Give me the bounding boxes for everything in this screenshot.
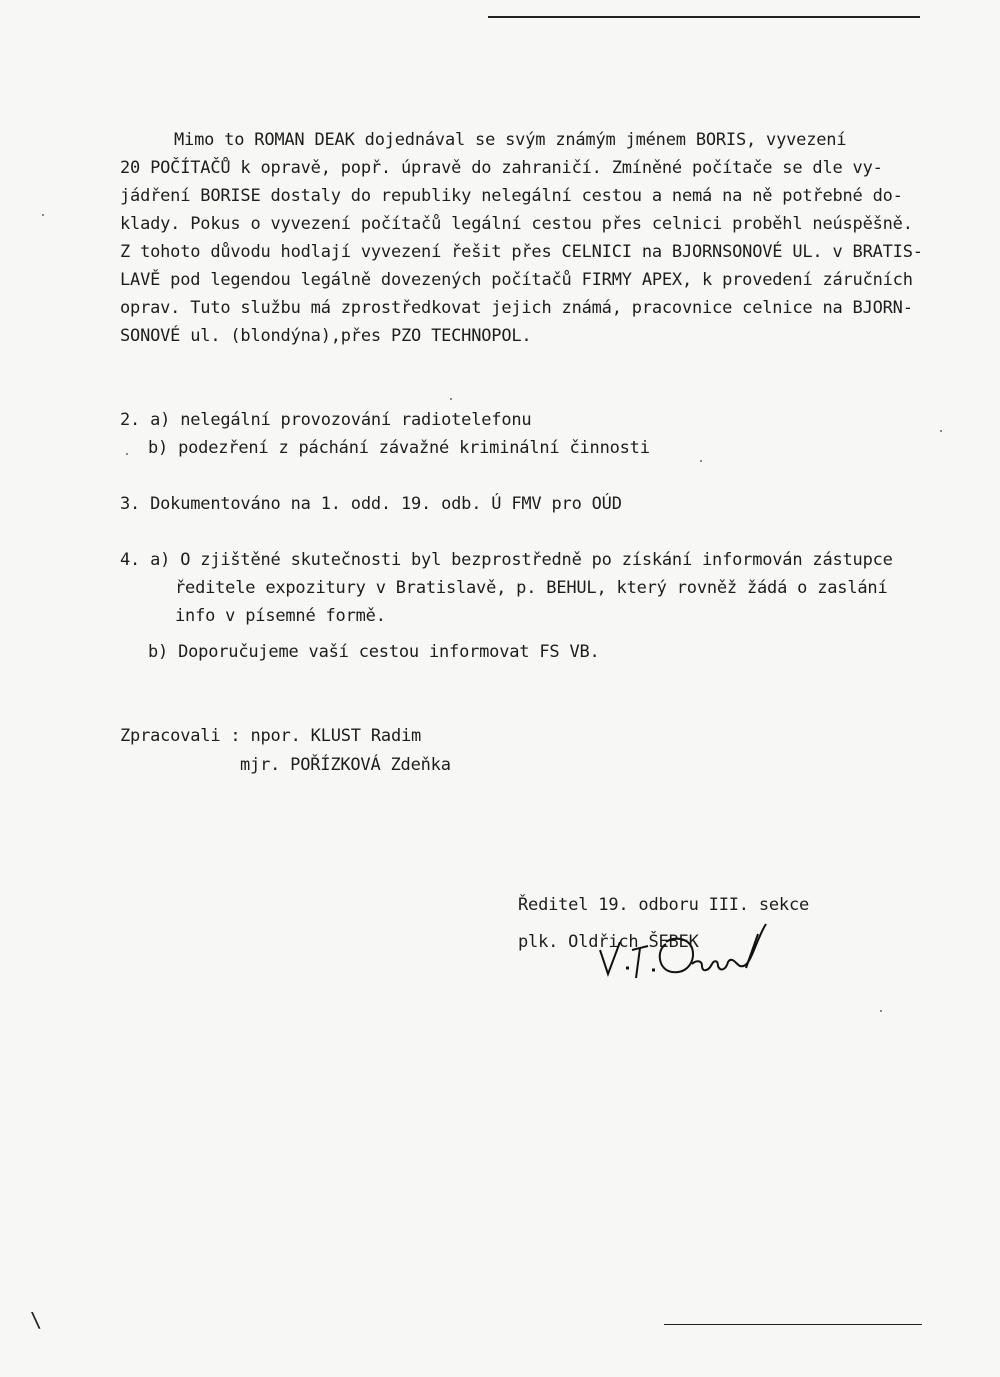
processed-by-line-2: mjr. POŘÍZKOVÁ Zdeňka bbox=[240, 755, 451, 775]
item-3: 3. Dokumentováno na 1. odd. 19. odb. Ú FMV pro OÚD bbox=[120, 494, 622, 514]
paragraph-line: Mimo to ROMAN DEAK dojednával se svým známým jménem BORIS, vyvezení bbox=[174, 130, 847, 150]
signatory-name: plk. Oldřich ŠEBEK bbox=[518, 932, 699, 952]
processed-by-line-1: Zpracovali : npor. KLUST Radim bbox=[120, 726, 422, 746]
scan-speck bbox=[940, 430, 942, 432]
corner-mark: \ bbox=[30, 1308, 43, 1332]
paragraph-line: Z tohoto důvodu hodlají vyvezení řešit přes CELNICI na BJORNSONOVÉ UL. v BRATIS- bbox=[120, 242, 923, 262]
item-4a-line: info v písemné formě. bbox=[175, 606, 386, 626]
paragraph-line: 20 POČÍTAČŮ k opravě, popř. úpravě do zahraničí. Zmíněné počítače se dle vy- bbox=[120, 158, 883, 178]
item-4a-line: 4. a) O zjištěné skutečnosti byl bezprostředně po získání informován zástupce bbox=[120, 550, 893, 570]
scan-speck bbox=[42, 214, 44, 216]
paragraph-line: jádření BORISE dostaly do republiky nelegální cestou a nemá na ně potřebné do- bbox=[120, 186, 903, 206]
scan-speck bbox=[450, 398, 452, 400]
scan-speck bbox=[126, 453, 128, 455]
paragraph-line: klady. Pokus o vyvezení počítačů legální cestou přes celnici proběhl neúspěšně. bbox=[120, 214, 913, 234]
item-2b: b) podezření z páchání závažné kriminální činnosti bbox=[148, 438, 650, 458]
signatory-title: Ředitel 19. odboru III. sekce bbox=[518, 895, 810, 915]
paragraph-line: SONOVÉ ul. (blondýna),přes PZO TECHNOPOL. bbox=[120, 326, 532, 346]
top-rule bbox=[488, 16, 920, 18]
bottom-rule bbox=[664, 1324, 922, 1325]
scan-speck bbox=[700, 460, 702, 462]
item-4b: b) Doporučujeme vaší cestou informovat FS VB. bbox=[148, 642, 600, 662]
item-2a: 2. a) nelegální provozování radiotelefonu bbox=[120, 410, 532, 430]
paragraph-line: LAVĚ pod legendou legálně dovezených počítačů FIRMY APEX, k provedení záručních bbox=[120, 270, 913, 290]
paragraph-line: oprav. Tuto službu má zprostředkovat jejich známá, pracovnice celnice na BJORN- bbox=[120, 298, 913, 318]
handwritten-signature bbox=[596, 920, 776, 990]
scan-speck bbox=[880, 1010, 882, 1012]
item-4a-line: ředitele expozitury v Bratislavě, p. BEHUL, který rovněž žádá o zaslání bbox=[175, 578, 888, 598]
